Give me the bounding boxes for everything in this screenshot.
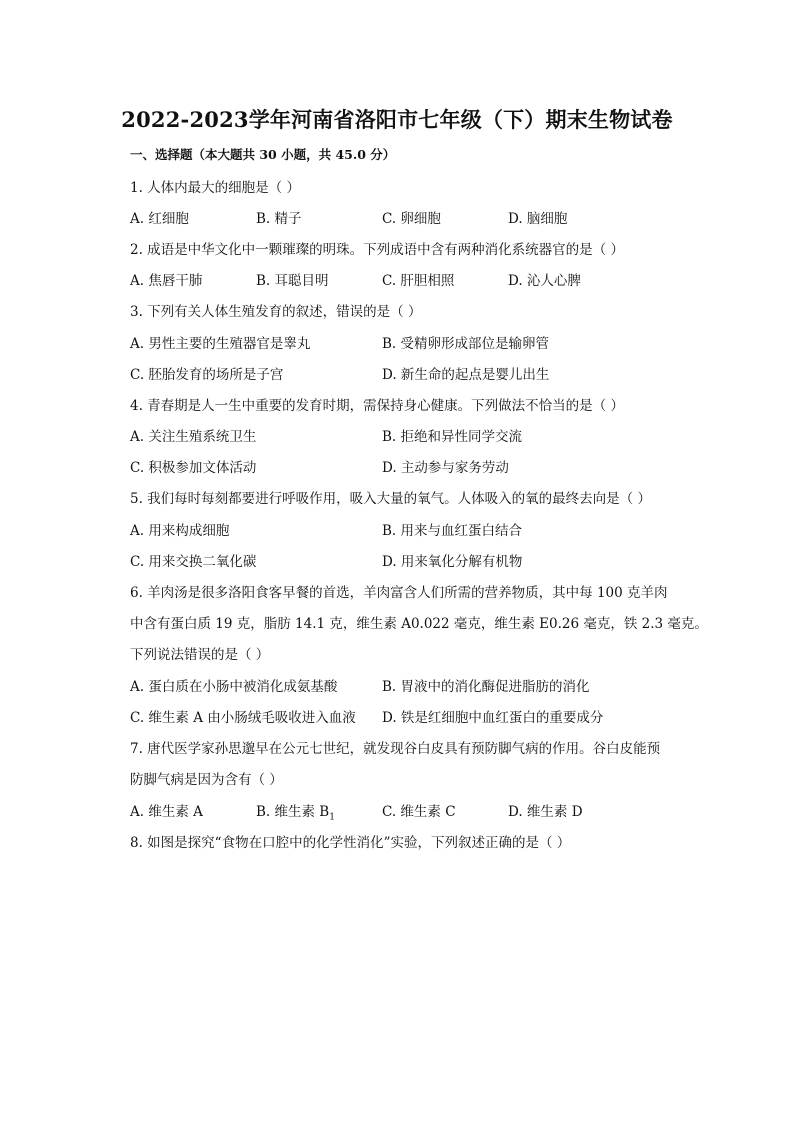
q3-option-d: D. 新生命的起点是婴儿出生 bbox=[382, 367, 550, 383]
question-6-stem-line-3: 下列说法错误的是（ ） bbox=[130, 647, 270, 663]
question-1-stem: 1. 人体内最大的细胞是（ ） bbox=[130, 180, 300, 196]
q1-option-d: D. 脑细胞 bbox=[508, 211, 568, 227]
q1-option-a: A. 红细胞 bbox=[130, 211, 189, 227]
q7-option-a: A. 维生素 A bbox=[130, 804, 203, 820]
q7-option-b-text: B. 维生素 B bbox=[256, 804, 330, 820]
q1-option-b: B. 精子 bbox=[256, 211, 302, 227]
question-6-stem-line-2: 中含有蛋白质 19 克，脂肪 14.1 克，维生素 A0.022 毫克，维生素 E0.26 毫克，铁 2.3 毫克。 bbox=[130, 616, 708, 632]
question-6-stem-line-1: 6. 羊肉汤是很多洛阳食客早餐的首选，羊肉富含人们所需的营养物质，其中每 100 克羊肉 bbox=[130, 585, 668, 601]
q2-option-a: A. 焦唇干肺 bbox=[130, 273, 203, 289]
q2-option-b: B. 耳聪目明 bbox=[256, 273, 329, 289]
q4-option-c: C. 积极参加文体活动 bbox=[130, 460, 257, 476]
q6-option-d: D. 铁是红细胞中血红蛋白的重要成分 bbox=[382, 710, 604, 726]
question-4-stem: 4. 青春期是人一生中重要的发育时期，需保持身心健康。下列做法不恰当的是（ ） bbox=[130, 398, 624, 414]
page-title: 2022-2023学年河南省洛阳市七年级（下）期末生物试卷 bbox=[121, 107, 673, 132]
question-8-stem: 8. 如图是探究“食物在口腔中的化学性消化”实验，下列叙述正确的是（ ） bbox=[130, 835, 571, 851]
question-5-stem: 5. 我们每时每刻都要进行呼吸作用，吸入大量的氧气。人体吸入的氧的最终去向是（ ） bbox=[130, 491, 651, 507]
question-7-stem-line-1: 7. 唐代医学家孙思邈早在公元七世纪，就发现谷白皮具有预防脚气病的作用。谷白皮能预 bbox=[130, 741, 661, 757]
q7-option-c: C. 维生素 C bbox=[382, 804, 456, 820]
question-7-stem-line-2: 防脚气病是因为含有（ ） bbox=[130, 772, 283, 788]
section-heading: 一、选择题（本大题共 30 小题，共 45.0 分） bbox=[130, 147, 396, 162]
q4-option-a: A. 关注生殖系统卫生 bbox=[130, 429, 257, 445]
q7-option-b-subscript: 1 bbox=[329, 812, 335, 823]
q5-option-d: D. 用来氧化分解有机物 bbox=[382, 554, 523, 570]
q7-option-b bbox=[256, 800, 335, 823]
q5-option-c: C. 用来交换二氧化碳 bbox=[130, 554, 257, 570]
q1-option-c: C. 卵细胞 bbox=[382, 211, 441, 227]
q4-option-d: D. 主动参与家务劳动 bbox=[382, 460, 509, 476]
q3-option-c: C. 胚胎发育的场所是子宫 bbox=[130, 367, 284, 383]
q5-option-a: A. 用来构成细胞 bbox=[130, 523, 230, 539]
q5-option-b: B. 用来与血红蛋白结合 bbox=[382, 523, 523, 539]
q3-option-b: B. 受精卵形成部位是输卵管 bbox=[382, 336, 550, 352]
q3-option-a: A. 男性主要的生殖器官是睾丸 bbox=[130, 336, 311, 352]
q6-option-b: B. 胃液中的消化酶促进脂肪的消化 bbox=[382, 679, 590, 695]
q4-option-b: B. 拒绝和异性同学交流 bbox=[382, 429, 523, 445]
q7-option-d: D. 维生素 D bbox=[508, 804, 583, 820]
question-2-stem: 2. 成语是中华文化中一颗璀璨的明珠。下列成语中含有两种消化系统器官的是（ ） bbox=[130, 242, 624, 258]
question-3-stem: 3. 下列有关人体生殖发育的叙述，错误的是（ ） bbox=[130, 304, 422, 320]
q2-option-c: C. 肝胆相照 bbox=[382, 273, 455, 289]
q6-option-a: A. 蛋白质在小肠中被消化成氨基酸 bbox=[130, 679, 338, 695]
q6-option-c: C. 维生素 A 由小肠绒毛吸收进入血液 bbox=[130, 710, 356, 726]
q2-option-d: D. 沁人心脾 bbox=[508, 273, 581, 289]
